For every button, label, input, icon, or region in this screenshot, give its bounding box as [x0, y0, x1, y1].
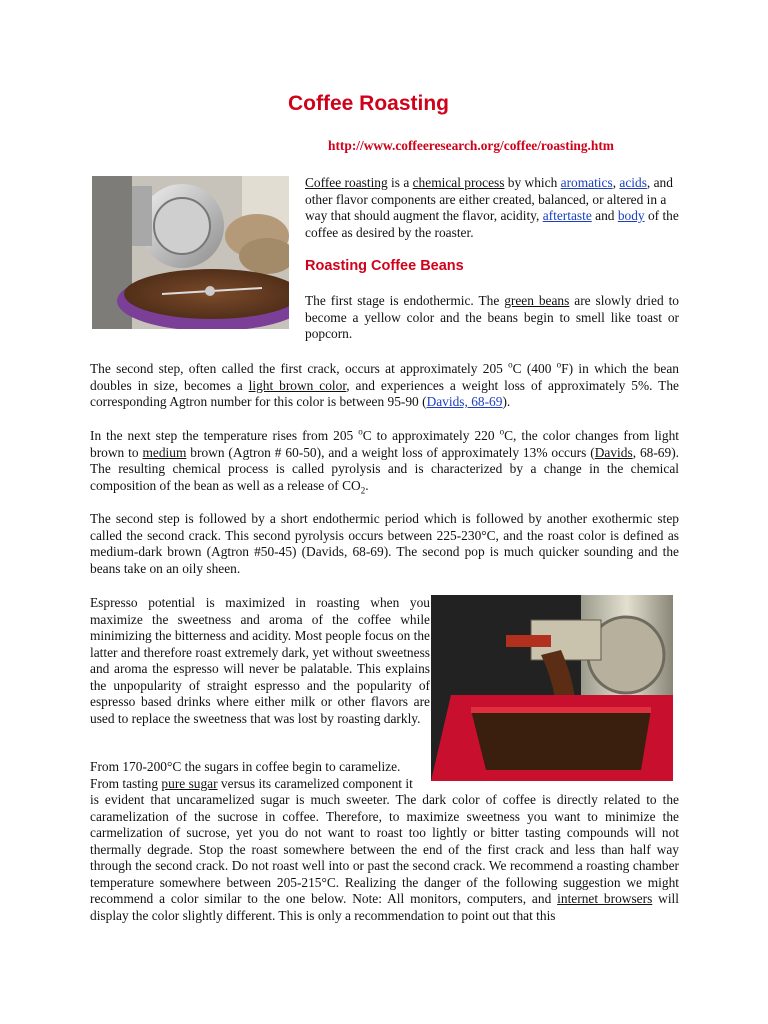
- link-internet-browsers[interactable]: internet browsers: [557, 891, 653, 906]
- link-davids[interactable]: Davids: [594, 444, 633, 460]
- link-green-beans[interactable]: green beans: [504, 293, 570, 308]
- paragraph-second-crack: The second step is followed by a short endothermic period which is followed by another exothermic step called the second crack. This second pyrolysis occurs between 225-230°C, and the roast color is defined as medium-dark brown (Agtron #50-45) (Davids, 68-69). The second pop is much quicker sounding and the beans take on an oily sheen.: [90, 511, 679, 576]
- paragraph-first-stage: The first stage is endothermic. The green beans are slowly dried to become a yellow color and the beans begin to smell like toast or popcorn.: [305, 293, 679, 341]
- paragraph-caramelize-intro: From 170-200°C the sugars in coffee begin to caramelize. From tasting pure sugar versus its caramelized component it: [90, 759, 413, 791]
- link-coffee-roasting[interactable]: Coffee roasting: [305, 175, 388, 190]
- beans-pouring-photo: [431, 595, 673, 781]
- section-heading: Roasting Coffee Beans: [305, 258, 464, 274]
- link-pure-sugar[interactable]: pure sugar: [161, 775, 218, 791]
- intro-paragraph: Coffee roasting is a chemical process by which aromatics, acids, and other flavor components are either created, balanced, or altered in a way that should augment the flavor, acidity, aftertaste and body of the coffee as desired by the roaster.: [305, 175, 679, 240]
- page-title: Coffee Roasting: [288, 92, 450, 115]
- link-chemical-process[interactable]: chemical process: [412, 175, 505, 190]
- paragraph-first-crack: The second step, often called the first crack, occurs at approximately 205 $^o$C (400 $^o$F) in which the bean doubles in size, becomes a light brown color, and experiences a weight loss of approximately 5%. The corresponding Agtron number for this color is between 95-90 (Davids, 68-69).: [90, 359, 679, 409]
- link-davids-citation[interactable]: Davids, 68-69: [426, 394, 503, 409]
- link-medium[interactable]: medium: [142, 444, 187, 460]
- link-acids[interactable]: acids: [619, 175, 647, 190]
- source-url[interactable]: http://www.coffeeresearch.org/coffee/roasting.htm: [328, 138, 614, 153]
- link-body[interactable]: body: [617, 208, 645, 223]
- paragraph-espresso: Espresso potential is maximized in roasting when you maximize the sweetness and aroma of the coffee while minimizing the bitterness and acidity. Most people focus on the latter and therefore roast extremely dark, yet without sweetness and aroma the espresso will never be palatable. This explains the unpopularity of straight espresso and the popularity of espresso based drinks where either milk or other flavors are used to replace the sweetness that was lost by roasting darkly.: [90, 595, 430, 726]
- paragraph-caramelize: is evident that uncaramelized sugar is much sweeter. The dark color of coffee is directly related to the caramelization of the sucrose in coffee. Therefore, to maximize sweetness you want to minimize the carmelization of sucrose, yet you do not want to roast too lightly or bitter tasting compounds will not thermally degrade. Stop the roast somewhere between the end of the first crack and less than half way through the second crack. Do not roast well into or past the second crack. We recommend a roasting chamber temperature somewhere between 205-215°C. Realizing the danger of the following suggestion we might recommend a color similar to the one below. Note: All monitors, computers, and internet browsers will display the color slightly different. This is only a recommendation to point out that this: [90, 792, 679, 923]
- link-light-brown-color[interactable]: light brown color: [248, 377, 347, 393]
- link-aftertaste[interactable]: aftertaste: [542, 208, 592, 223]
- link-aromatics[interactable]: aromatics: [560, 175, 613, 190]
- paragraph-pyrolysis: In the next step the temperature rises from 205 $^o$C to approximately 220 $^o$C, the color changes from light brown to medium brown (Agtron # 60-50), and a weight loss of approximately 13% occurs (Davids, 68-69). The resulting chemical process is called pyrolysis and is characterized by a change in the chemical composition of the bean as well as a release of $CO_2$.: [90, 426, 680, 496]
- coffee-roaster-photo: [92, 176, 289, 329]
